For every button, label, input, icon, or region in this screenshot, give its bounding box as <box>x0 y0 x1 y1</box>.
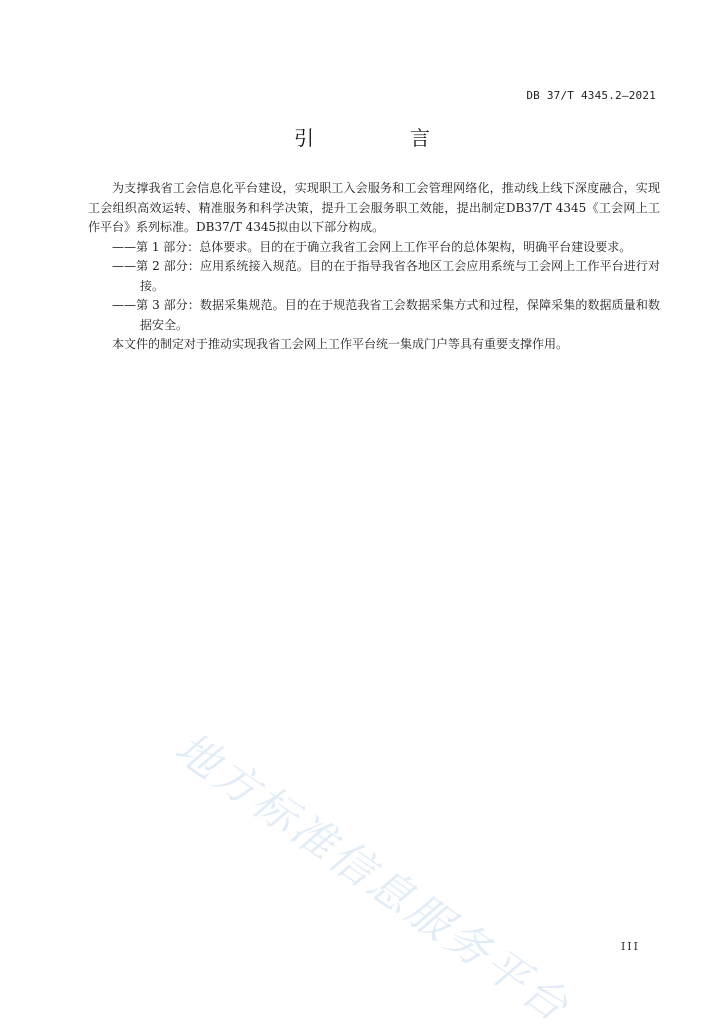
part-3-item: ——第 3 部分：数据采集规范。目的在于规范我省工会数据采集方式和过程，保障采集的数据质量和数据安全。 <box>112 298 660 332</box>
page-title: 引 言 <box>294 126 468 150</box>
introduction-body <box>88 179 660 355</box>
intro-paragraph: 为支撑我省工会信息化平台建设，实现职工入会服务和工会管理网络化，推动线上线下深度融合，实现工会组织高效运转、精准服务和科学决策，提升工会服务职工效能，提出制定DB37/T 4345《工会网上工作平台》系列标准。DB37/T 4345拟由以下部分构成。 <box>88 181 660 234</box>
standard-code: DB 37/T 4345.2—2021 <box>526 89 656 102</box>
part-1-item: ——第 1 部分：总体要求。目的在于确立我省工会网上工作平台的总体架构，明确平台建设要求。 <box>112 239 632 254</box>
closing-paragraph: 本文件的制定对于推动实现我省工会网上工作平台统一集成门户等具有重要支撑作用。 <box>112 337 569 351</box>
part-2-item: ——第 2 部分：应用系统接入规范。目的在于指导我省各地区工会应用系统与工会网上工作平台进行对接。 <box>112 259 660 293</box>
watermark: 地方标准信息服务平台 <box>165 722 580 1034</box>
page-number: III <box>620 940 640 953</box>
